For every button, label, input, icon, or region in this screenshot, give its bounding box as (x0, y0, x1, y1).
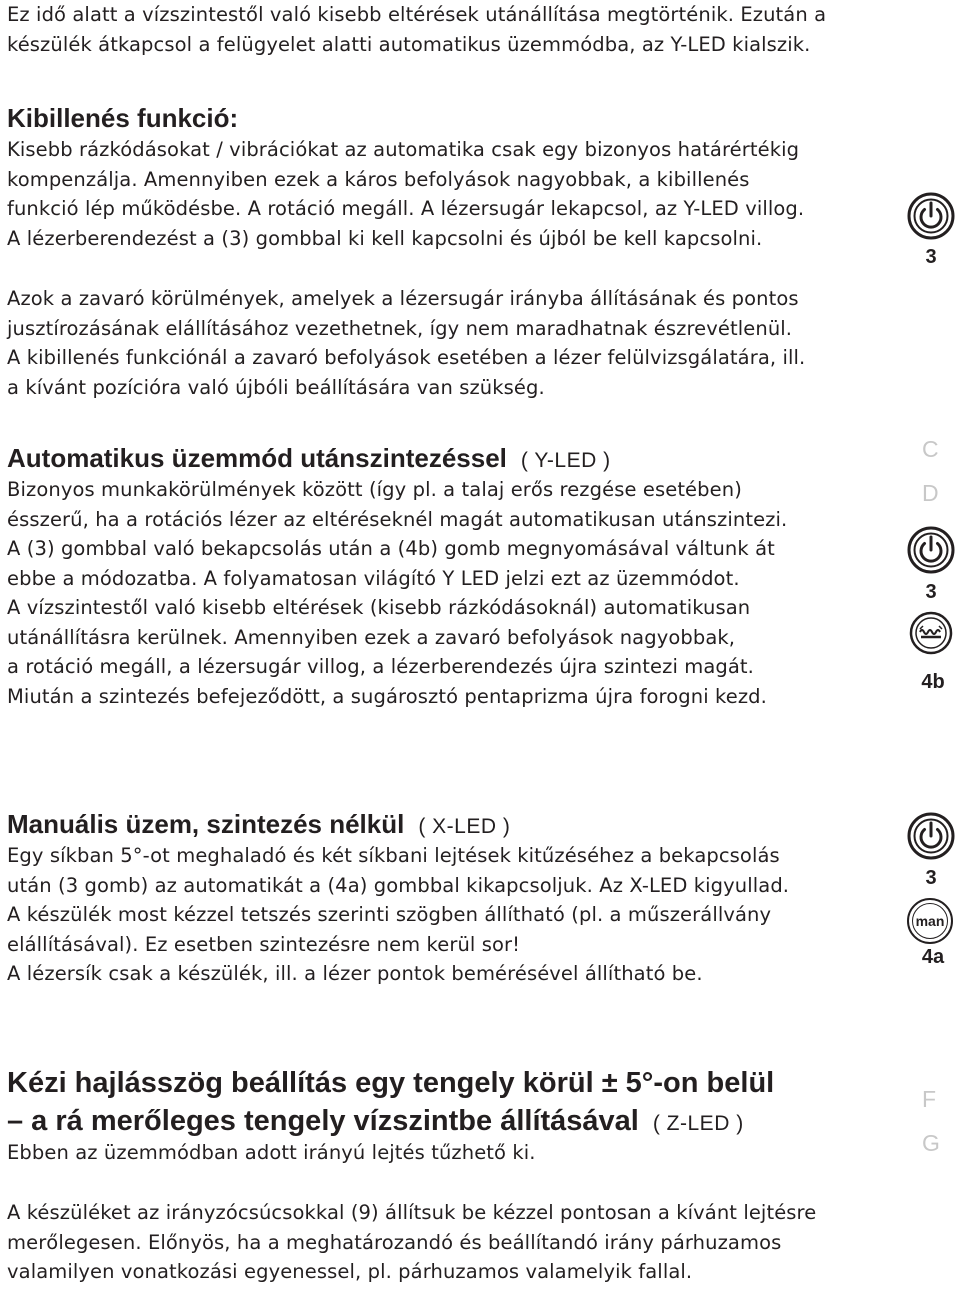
text-line: Ez idő alatt a vízszintestől való kisebb eltérések utánállítása megtörténik. Ezután a (7, 3, 827, 26)
text-line: után (3 gomb) az automatikát a (4a) gombbal kikapcsoljuk. Az X-LED kigyullad. (7, 873, 790, 897)
text-line: utánállításra kerülnek. Amennyiben ezek a zavaró befolyások nagyobbak, (7, 625, 736, 649)
text-line: Ebben az üzemmódban adott irányú lejtés tűzhető ki. (7, 1141, 536, 1164)
auto-paragraph (7, 475, 787, 711)
text-line: kompenzálja. Amennyiben ezek a káros befolyások nagyobbak, a kibillenés (7, 167, 750, 191)
text-line: ésszerű, ha a rotációs lézer az eltéréseknél magát automatikusan utánszintezi. (7, 507, 788, 531)
manual-button-label: man (912, 903, 948, 939)
text-line: Egy síkban 5°-ot meghaladó és két síkbani lejtések kitűzéséhez a bekapcsolás (7, 844, 780, 867)
text-line: A készüléket az irányzócsúcsokkal (9) állítsuk be kézzel pontosan a kívánt lejtésre (7, 1201, 817, 1224)
button-number-label: 3 (925, 581, 937, 603)
text-line: a kívánt pozícióra való újbóli beállítására van szükség. (7, 375, 545, 399)
vibration-icon (909, 610, 953, 656)
manual-heading-text: Manuális üzem, szintezés nélkül (7, 809, 405, 839)
manual-heading (7, 808, 510, 843)
text-line: Kisebb rázkódásokat / vibrációkat az automatika csak egy bizonyos határértékig (7, 138, 800, 161)
text-line: ebbe a módozatba. A folyamatosan világító Y LED jelzi ezt az üzemmódot. (7, 566, 740, 590)
text-line: A (3) gombbal való bekapcsolás után a (4b) gomb megnyomásával váltunk át (7, 537, 775, 560)
auto-heading-text: Automatikus üzemmód utánszintezéssel (7, 443, 507, 473)
led-indicator: ( Y-LED ) (520, 449, 611, 472)
manual-tilt-heading-text: – a rá merőleges tengely vízszintbe állításával (7, 1105, 639, 1137)
text-line: A lézerberendezést a (3) gombbal ki kell kapcsolni és újból be kell kapcsolni. (7, 226, 763, 250)
text-line: elállításával). Ez esetben szintezésre nem kerül sor! (7, 932, 521, 956)
manual-paragraph (7, 841, 789, 989)
tilt-heading: Kibillenés funkció: (7, 103, 239, 133)
text-line: a rotáció megáll, a lézersugár villog, a lézerberendezés újra szintezi magát. (7, 655, 754, 678)
auto-heading (7, 442, 611, 477)
language-letter-c: C (922, 436, 939, 462)
manual-tilt-heading-line-1: Kézi hajlásszög beállítás egy tengely körül ± 5°-on belül (7, 1067, 775, 1099)
text-line: A kibillenés funkciónál a zavaró befolyások esetében a lézer felülvizsgálatára, ill. (7, 346, 806, 369)
text-line: A készülék most kézzel tetszés szerinti szögben állítható (pl. a műszerállvány (7, 903, 772, 926)
button-number-label: 3 (925, 867, 937, 889)
button-number-label: 3 (925, 246, 937, 268)
text-line: funkció lép működésbe. A rotáció megáll. A lézersugár lekapcsol, az Y-LED villog. (7, 197, 805, 220)
text-line: készülék átkapcsol a felügyelet alatti automatikus üzemmódba, az Y-LED kialszik. (7, 32, 811, 56)
language-letter-f: F (922, 1086, 937, 1112)
button-number-label: 4b (921, 671, 945, 693)
text-line: merőlegesen. Előnyös, ha a meghatározandó és beállítandó irány párhuzamos (7, 1230, 782, 1254)
manual-tilt-paragraph-2 (7, 1198, 816, 1287)
text-line: A lézersík csak a készülék, ill. a lézer pontok bemérésével állítható be. (7, 962, 703, 985)
tilt-paragraph (7, 135, 804, 253)
led-indicator: ( X-LED ) (418, 815, 511, 838)
button-number-label: 4a (921, 946, 945, 968)
language-letter-g: G (922, 1130, 940, 1156)
text-line: Miután a szintezés befejeződött, a sugárosztó pentaprizma újra forogni kezd. (7, 684, 767, 708)
power-icon (907, 810, 955, 862)
manual-tilt-heading-line-2 (7, 1104, 744, 1141)
language-letter-d: D (922, 480, 939, 506)
manual-tilt-paragraph (7, 1138, 536, 1168)
text-line: jusztírozásának elállításához vezethetnek, így nem maradhatnak észrevétlenül. (7, 316, 793, 340)
text-line: Bizonyos munkakörülmények között (így pl. a talaj erős rezgése esetében) (7, 478, 742, 501)
power-icon (907, 524, 955, 576)
manual-button-icon (907, 898, 953, 944)
intro-text (7, 0, 826, 59)
power-icon (907, 190, 955, 242)
text-line: valamilyen vonatkozási egyenessel, pl. párhuzamos valamelyik fallal. (7, 1260, 693, 1283)
led-indicator: ( Z-LED ) (652, 1112, 744, 1135)
text-line: A vízszintestől való kisebb eltérések (kisebb rázkódásoknál) automatikusan (7, 596, 751, 619)
tilt-paragraph-2 (7, 284, 805, 402)
text-line: Azok a zavaró körülmények, amelyek a lézersugár irányba állításának és pontos (7, 287, 799, 310)
